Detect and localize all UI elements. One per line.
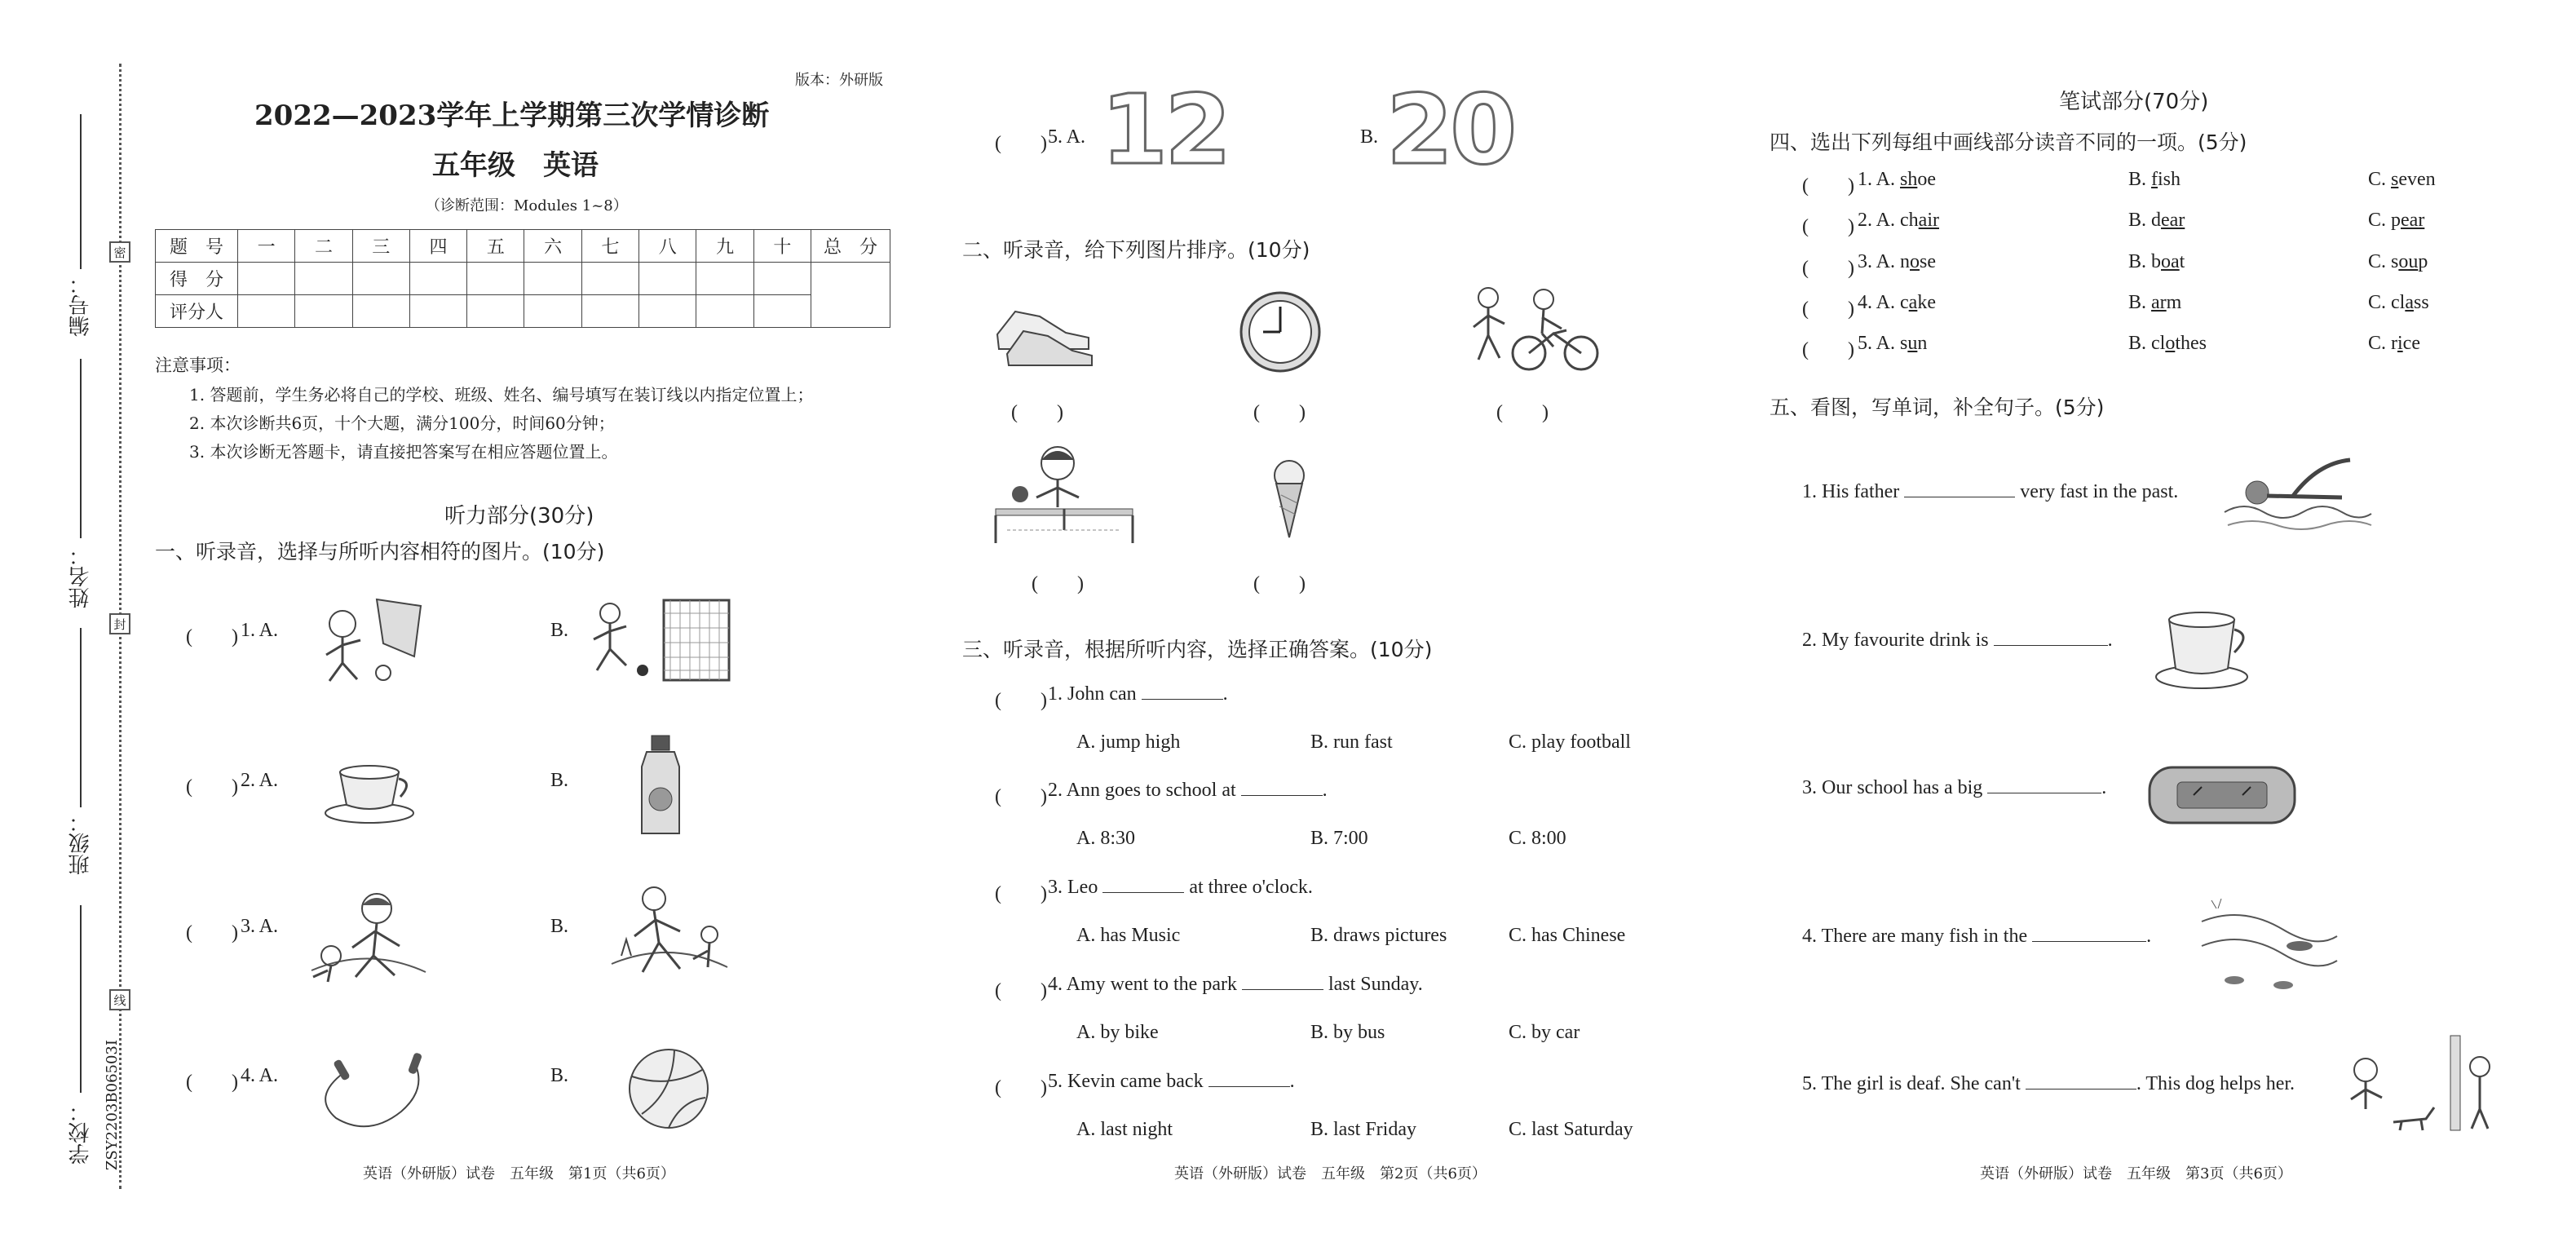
note-3: 3. 本次诊断无答题卡，请直接把答案写在相应答题位置上。 [189,442,618,462]
scope-note: （诊断范围：Modules 1~8） [426,197,628,214]
option-b[interactable]: B. draws pictures [1310,925,1447,946]
section5-title: 五、看图，写单词，补全句子。(5分) [1770,396,2105,419]
option-c[interactable]: C. 8:00 [1509,828,1566,849]
boy-running-kite-picture[interactable] [310,591,432,689]
grader-cell[interactable] [639,295,696,328]
table-header-cell: 八 [639,230,696,263]
item-paren[interactable]: ( ) [1802,216,1854,237]
item-paren[interactable]: ( ) [1802,298,1854,320]
option-a[interactable]: 4. A. cake [1858,292,1936,313]
item-paren[interactable]: ( ) [186,776,238,798]
order-paren[interactable]: ( ) [1253,573,1306,594]
score-cell[interactable] [295,263,352,295]
item-paren[interactable]: ( ) [186,626,238,648]
playground-picture [2145,762,2300,828]
seal-char-2: 封 [109,613,130,634]
option-c[interactable]: C. play football [1509,731,1631,753]
option-a[interactable]: A. 8:30 [1076,828,1135,849]
option-b-label: B. [550,770,569,791]
note-1: 1. 答题前，学生务必将自己的学校、班级、姓名、编号填写在装订线以内指定位置上； [189,385,814,404]
teacup-picture[interactable] [322,754,420,828]
clock-picture[interactable] [1235,287,1325,377]
class-label: 班级： [68,811,93,875]
sentence-2: 2. My favourite drink is . [1802,630,2113,651]
item-paren[interactable]: ( ) [1802,339,1854,360]
option-b[interactable]: B. run fast [1310,731,1393,753]
option-a[interactable]: 5. A. sun [1858,333,1928,354]
grader-cell[interactable] [524,295,581,328]
answer-blank[interactable] [2026,1089,2136,1090]
option-b-label: B. [550,916,569,937]
table-header-cell: 十 [753,230,811,263]
ice-cream-picture[interactable] [1260,453,1317,542]
sentence-4: 4. There are many fish in the . [1802,926,2152,947]
score-cell[interactable] [238,263,295,295]
section1-title: 一、听录音，选择与所听内容相符的图片。(10分) [155,540,605,564]
score-table [155,229,890,328]
page2-footer: 英语（外研版）试卷 五年级 第2页（共6页） [1174,1165,1487,1182]
option-a[interactable]: 1. A. shoe [1858,169,1937,190]
grader-cell[interactable] [295,295,352,328]
option-c[interactable]: C. last Saturday [1509,1119,1633,1140]
section2-title: 二、听录音，给下列图片排序。(10分) [962,238,1310,262]
option-c[interactable]: C. rice [2368,333,2420,354]
item-number: 5. A. [1048,126,1086,148]
written-title: 笔试部分(70分) [2059,90,2209,114]
option-b[interactable]: B. dear [2128,210,2185,231]
grader-cell[interactable] [753,295,811,328]
sentence-5: 5. The girl is deaf. She can't . This dog helps her. [1802,1073,2295,1094]
table-row-label: 得 分 [156,263,238,295]
swimmer-picture [2220,447,2375,537]
notes-title: 注意事项： [155,356,241,375]
children-planting-picture[interactable] [605,882,736,988]
option-b-label: B. [550,1065,569,1086]
answer-blank[interactable] [1994,645,2108,646]
item-number: 3. A. [241,916,279,937]
order-paren[interactable]: ( ) [1032,573,1084,594]
page3-footer: 英语（外研版）试卷 五年级 第3页（共6页） [1980,1165,2292,1182]
question-stem: 2. Ann goes to school at . [1048,780,1328,801]
order-paren[interactable]: ( ) [1253,402,1306,423]
item-paren[interactable]: ( ) [995,1077,1047,1098]
sentence-3: 3. Our school has a big . [1802,777,2107,798]
answer-blank[interactable] [1208,1086,1290,1087]
table-header-cell: 七 [581,230,638,263]
order-paren[interactable]: ( ) [1496,402,1549,423]
option-c[interactable]: C. seven [2368,169,2436,190]
section3-title: 三、听录音，根据所听内容，选择正确答案。(10分) [962,638,1433,661]
volleyball-picture[interactable] [624,1044,714,1134]
school-label: 学校： [68,1101,93,1165]
question-stem: 1. John can . [1048,683,1228,705]
item-paren[interactable]: ( ) [995,980,1047,1001]
jump-rope-picture[interactable] [312,1048,434,1138]
table-row-label: 评分人 [156,295,238,328]
score-cell[interactable] [753,263,811,295]
item-paren[interactable]: ( ) [1802,258,1854,279]
score-cell[interactable] [581,263,638,295]
option-a[interactable]: A. has Music [1076,925,1181,946]
item-number: 1. A. [241,620,279,641]
answer-blank[interactable] [2032,941,2146,942]
answer-blank[interactable] [1142,699,1223,700]
number-12-picture[interactable]: 12 [1101,73,1229,186]
option-b[interactable]: B. last Friday [1310,1119,1416,1140]
score-cell[interactable] [352,263,409,295]
seal-char-3: 线 [109,989,130,1010]
table-header-cell: 一 [238,230,295,263]
seal-char-1: 密 [109,241,130,263]
name-blank[interactable] [80,359,82,538]
table-header-cell: 二 [295,230,352,263]
river-with-fish-picture [2194,897,2340,995]
score-cell[interactable] [696,263,753,295]
option-b[interactable]: B. fish [2128,169,2181,190]
grader-cell[interactable] [238,295,295,328]
number-label: 编号： [68,273,93,337]
question-stem: 5. Kevin came back . [1048,1071,1295,1092]
table-header-cell: 四 [409,230,466,263]
option-a[interactable]: 3. A. nose [1858,251,1937,272]
note-2: 2. 本次诊断共6页，十个大题，满分100分，时间60分钟； [189,413,615,433]
total-score-cell[interactable] [811,263,890,328]
option-c[interactable]: C. pear [2368,210,2425,231]
phonics-list [1802,169,2454,381]
version-label: 版本：外研版 [795,72,883,89]
option-c[interactable]: C. by car [1509,1022,1580,1043]
number-blank[interactable] [80,114,82,269]
score-cell[interactable] [524,263,581,295]
item-number: 2. A. [241,770,279,791]
grader-cell[interactable] [409,295,466,328]
class-blank[interactable] [80,628,82,807]
page1-footer: 英语（外研版）试卷 五年级 第1页（共6页） [363,1165,675,1182]
option-c[interactable]: C. has Chinese [1509,925,1626,946]
option-c[interactable]: C. soup [2368,251,2428,272]
number-20-picture[interactable]: 20 [1386,73,1514,186]
question-stem: 4. Amy went to the park last Sunday. [1048,974,1423,995]
item-number: 4. A. [241,1065,279,1086]
option-a[interactable]: A. by bike [1076,1022,1159,1043]
option-a[interactable]: A. last night [1076,1119,1173,1140]
item-paren[interactable]: ( ) [1802,175,1854,197]
page-title: 2022—2023学年上学期第三次学情诊断 [254,99,770,132]
order-paren[interactable]: ( ) [1011,402,1063,423]
item-paren[interactable]: ( ) [186,1072,238,1093]
table-header-cell: 六 [524,230,581,263]
answer-blank[interactable] [1242,989,1323,990]
score-cell[interactable] [639,263,696,295]
page-subtitle: 五年级 英语 [432,149,599,182]
girl-table-tennis-picture[interactable] [991,440,1138,546]
cup-picture [2153,603,2259,693]
score-cell[interactable] [467,263,524,295]
option-b-label: B. [550,620,569,641]
section4-title: 四、选出下列每组中画线部分读音不同的一项。(5分) [1770,130,2247,154]
option-a[interactable]: 2. A. chair [1858,210,1939,231]
children-cycling-picture[interactable] [1464,281,1602,375]
girl-with-dog-picture [2336,1028,2499,1134]
item-paren[interactable]: ( ) [995,786,1047,807]
table-header-cell: 三 [352,230,409,263]
score-cell[interactable] [409,263,466,295]
item-paren[interactable]: ( ) [995,690,1047,711]
table-header-cell: 题 号 [156,230,238,263]
grader-cell[interactable] [696,295,753,328]
answer-blank[interactable] [1241,795,1323,796]
table-header-cell: 九 [696,230,753,263]
option-b-label: B. [1360,126,1379,148]
grader-cell[interactable] [467,295,524,328]
juice-bottle-picture[interactable] [632,734,689,840]
table-header-cell: 总 分 [811,230,890,263]
option-b[interactable]: B. clothes [2128,333,2207,354]
option-b[interactable]: B. by bus [1310,1022,1385,1043]
answer-blank[interactable] [1102,892,1184,893]
table-header-cell: 五 [467,230,524,263]
option-c[interactable]: C. class [2368,292,2429,313]
grader-cell[interactable] [352,295,409,328]
item-paren[interactable]: ( ) [995,133,1047,154]
name-label: 姓名： [68,545,93,608]
option-b[interactable]: B. 7:00 [1310,828,1368,849]
item-paren[interactable]: ( ) [186,922,238,944]
option-a[interactable]: A. jump high [1076,731,1181,753]
question-stem: 3. Leo at three o'clock. [1048,877,1313,898]
listening-title: 听力部分(30分) [444,504,594,528]
sneakers-picture[interactable] [991,295,1097,369]
school-blank[interactable] [80,905,82,1093]
option-b[interactable]: B. boat [2128,251,2185,272]
boy-playing-football-picture[interactable] [581,595,736,685]
paper-code: ZSY2203B06503I [104,1040,121,1171]
children-cleaning-picture[interactable] [303,881,434,987]
item-paren[interactable]: ( ) [995,883,1047,904]
option-b[interactable]: B. arm [2128,292,2182,313]
sentence-1: 1. His father very fast in the past. [1802,481,2179,502]
grader-cell[interactable] [581,295,638,328]
